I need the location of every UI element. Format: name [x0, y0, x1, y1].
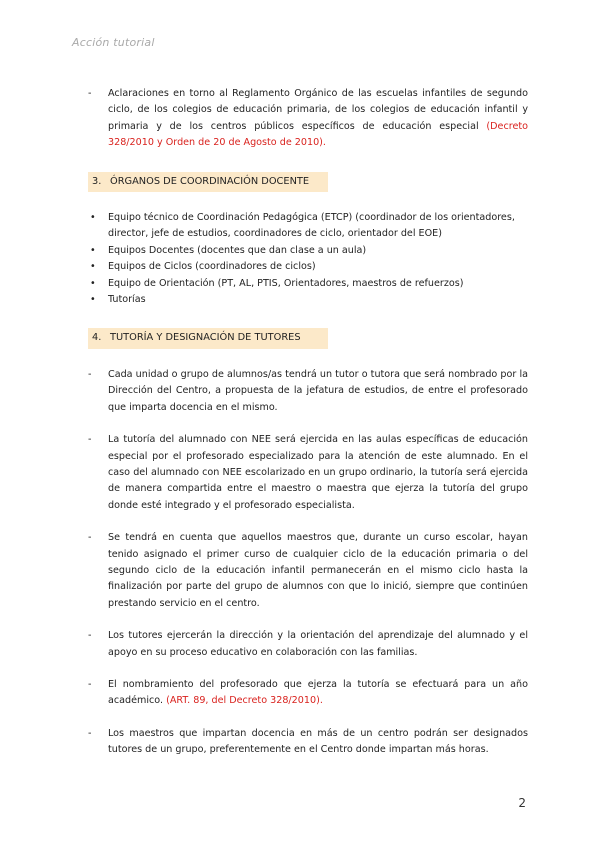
bullet-marker: • — [90, 261, 96, 273]
bullet-item: • Tutorías — [88, 292, 528, 308]
intro-list-item — [88, 86, 528, 152]
legal-reference: (ART. 89, del Decreto 328/2010). — [166, 695, 323, 707]
intro-reference: (Decreto 328/2010 y Orden de 20 de Agosto de 2010). — [108, 120, 528, 149]
bullet-item: • Equipos Docentes (docentes que dan clase a un aula) — [88, 243, 528, 259]
bullet-item: • Equipo técnico de Coordinación Pedagógica (ETCP) (coordinador de los orientadores, director, jefe de estudios, coordinadores de ciclo, orientador del EOE) — [90, 212, 515, 240]
dash-marker: - — [88, 88, 92, 99]
bullet-marker: • — [90, 277, 96, 289]
list-item: - Se tendrá en cuenta que aquellos maestros que, durante un curso escolar, hayan tenido asignado el primer curso de cualquier ciclo de la educación primaria o del segundo ciclo de la educación infantil permanecerán en el mismo ciclo hasta la finalización por parte del grupo de alumnos con que lo inició, siempre que continúen prestando servicio en el centro. — [88, 532, 528, 609]
list-item: - Los maestros que impartan docencia en más de un centro podrán ser designados tutores de un grupo, preferentemente en el Centro donde impartan más horas. — [88, 727, 528, 756]
bullet-item: • Equipo de Orientación (PT, AL, PTIS, Orientadores, maestros de refuerzos) — [88, 276, 528, 292]
section-heading-4 — [88, 328, 328, 348]
page-number: 2 — [518, 796, 526, 810]
bullet-list — [88, 210, 528, 308]
bullet-marker: • — [90, 244, 96, 256]
list-item: - La tutoría del alumnado con NEE será ejercida en las aulas específicas de educación especial por el profesorado especializado para la atención de este alumnado. En el caso del alumnado con NEE escolarizado en un grupo ordinario, la tutoría será ejercida de manera compartida entre el maestro o maestra que ejerza la tutoría del grupo donde esté integrado y el profesorado especialista. — [88, 434, 528, 511]
list-item: - Cada unidad o grupo de alumnos/as tendrá un tutor o tutora que será nombrado por la Dirección del Centro, a propuesta de la jefatura de estudios, de entre el profesorado que imparta docencia en el mismo. — [88, 368, 528, 413]
document-body — [88, 86, 528, 759]
dash-marker: - — [88, 678, 92, 690]
list-item: - Los tutores ejercerán la dirección y la orientación del aprendizaje del alumnado y el apoyo en su proceso educativo en colaboración con las familias. — [88, 630, 528, 658]
section-heading-3 — [88, 172, 328, 192]
bullet-marker: • — [90, 212, 96, 224]
running-header: Acción tutorial — [72, 36, 155, 49]
dash-marker: - — [88, 727, 92, 739]
dash-marker: - — [88, 368, 92, 380]
intro-text: Aclaraciones en torno al Reglamento Orgánico de las escuelas infantiles de segundo ciclo, de los colegios de educación primaria, de los colegios de educación infantil y primaria y de los centros públicos específicos de educación especial — [108, 88, 528, 132]
section-number: 3. — [92, 175, 102, 187]
list-item: - El nombramiento del profesorado que ejerza la tutoría se efectuará para un año académico. (ART. 89, del Decreto 328/2010). — [88, 678, 528, 707]
dash-marker: - — [88, 532, 92, 544]
section-title: ÓRGANOS DE COORDINACIÓN DOCENTE — [110, 175, 310, 187]
section-number: 4. — [92, 332, 102, 344]
bullet-marker: • — [90, 294, 96, 306]
dash-marker: - — [88, 434, 92, 446]
bullet-item: • Equipos de Ciclos (coordinadores de ciclos) — [88, 259, 528, 275]
section-title: TUTORÍA Y DESIGNACIÓN DE TUTORES — [110, 332, 301, 344]
dash-marker: - — [88, 630, 92, 642]
